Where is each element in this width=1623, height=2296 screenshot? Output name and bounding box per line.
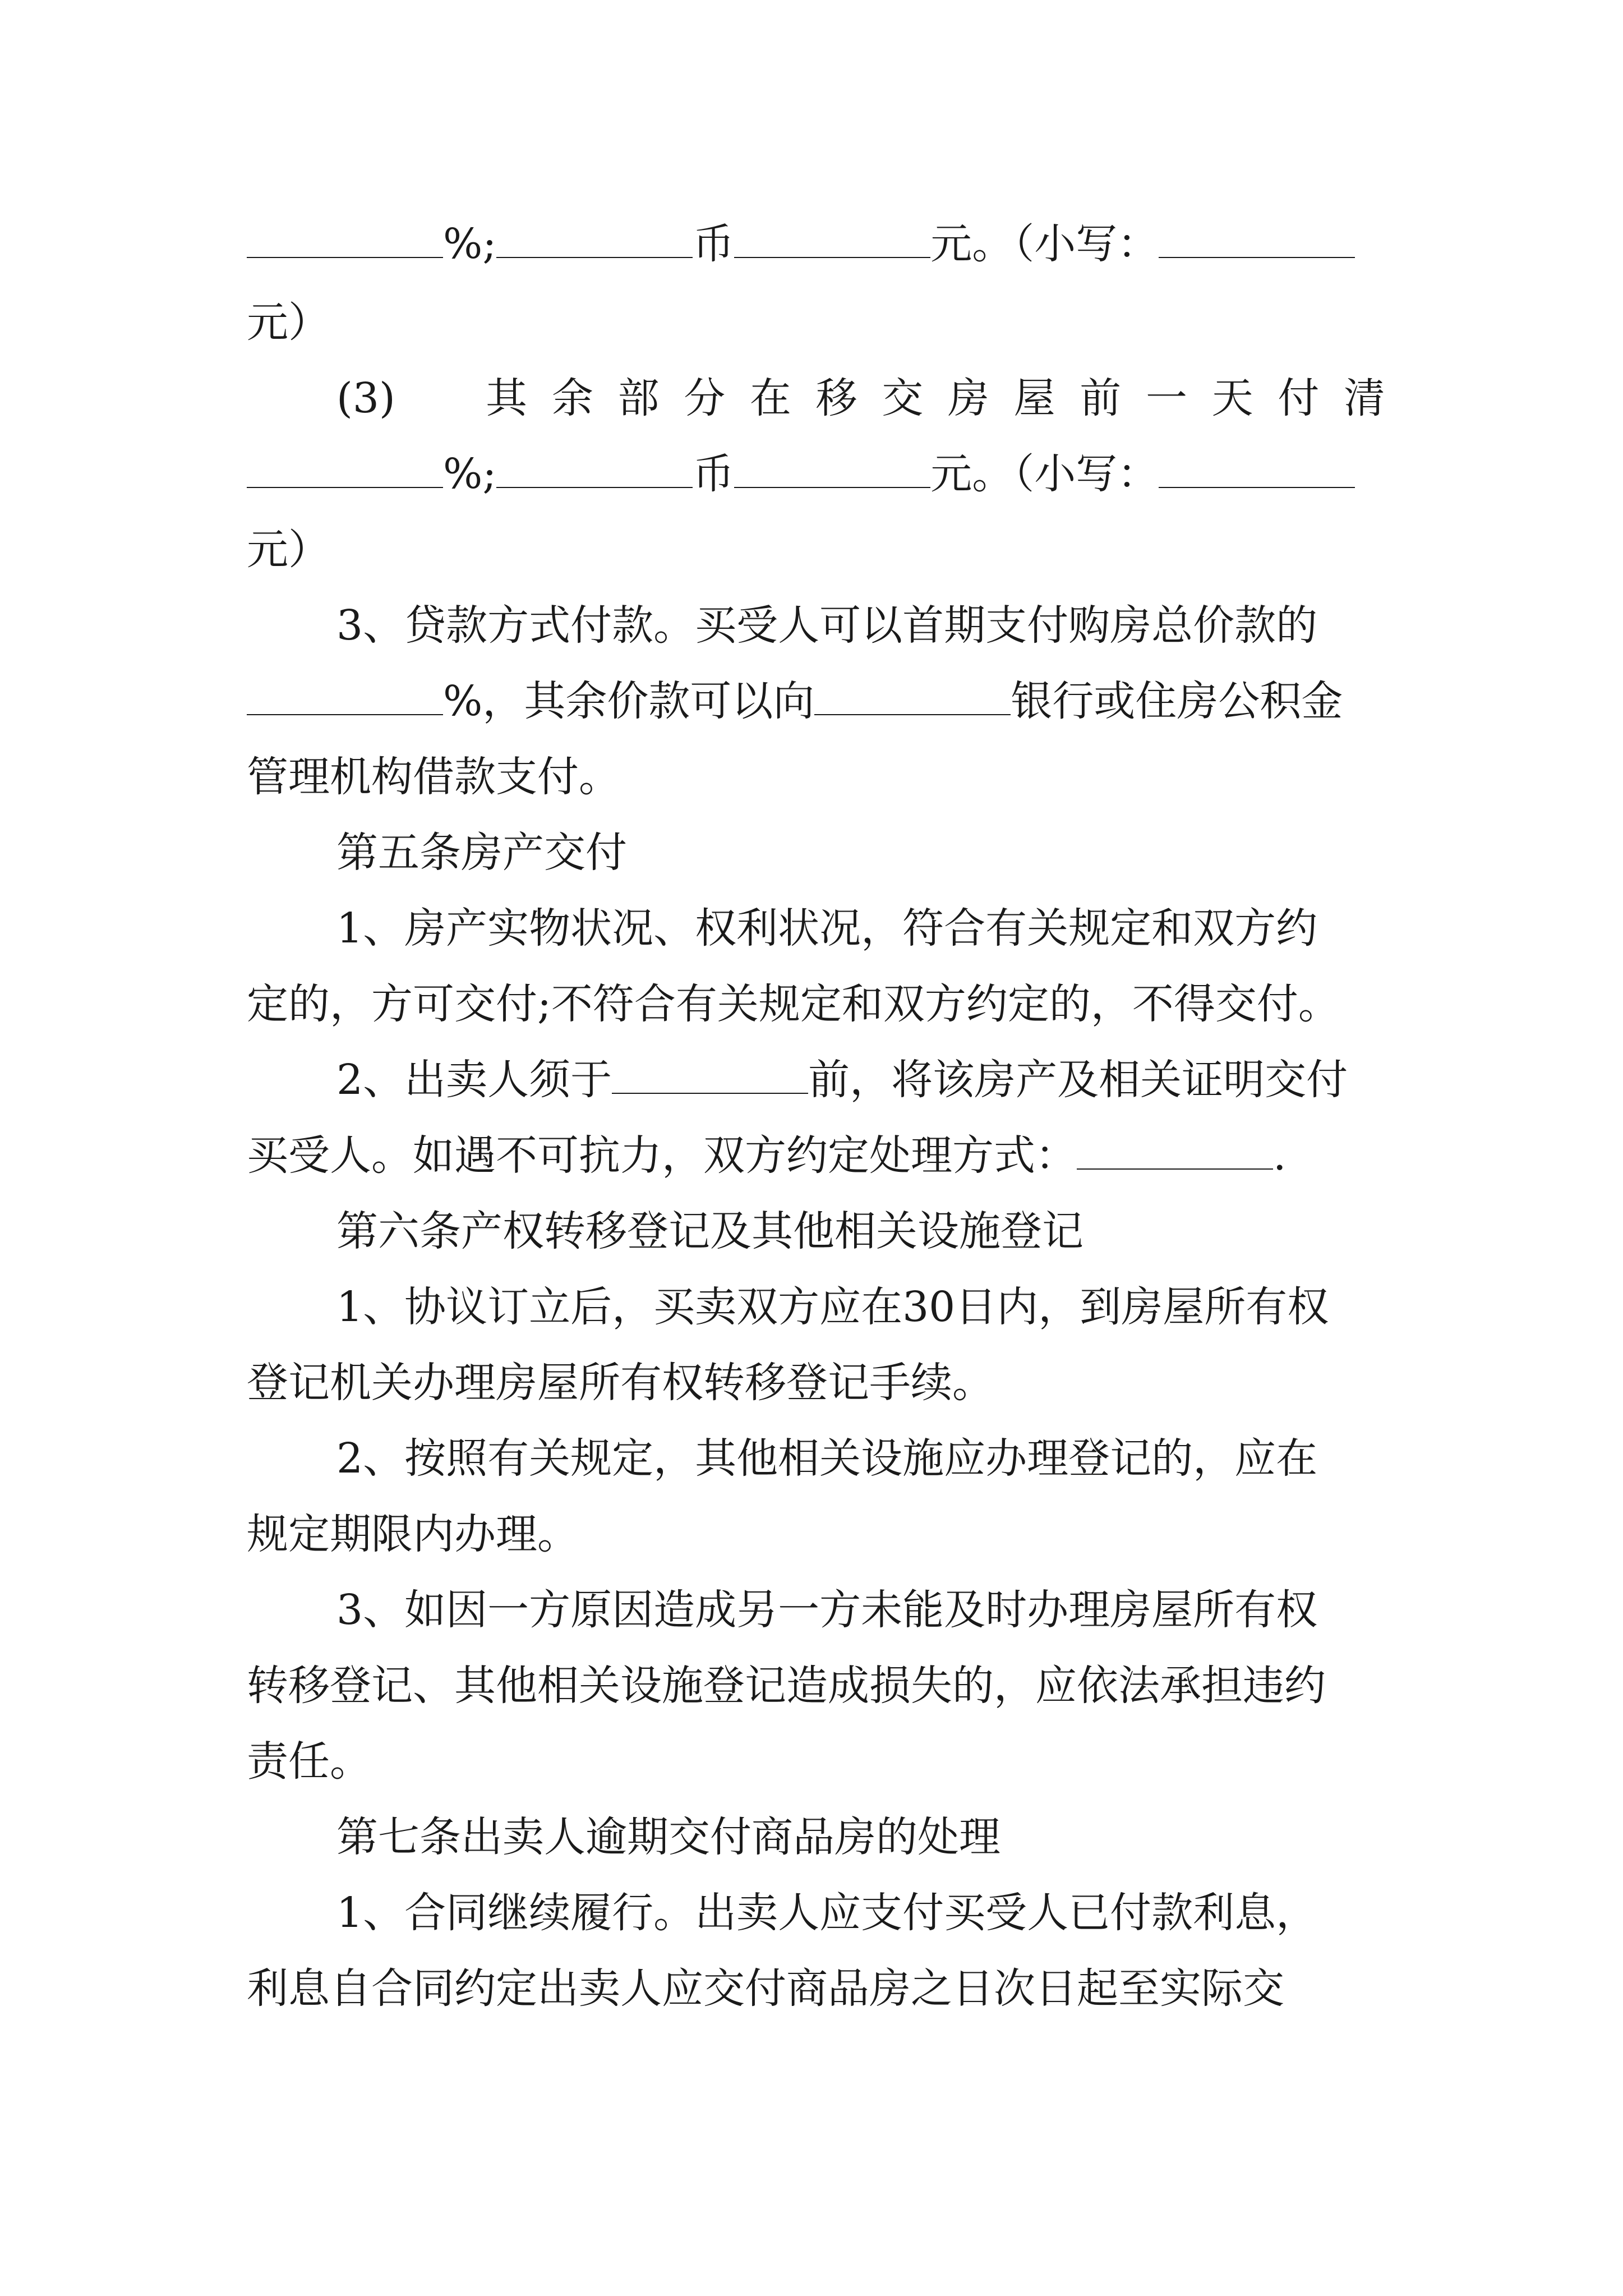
doc-line-8: 管理机构借款支付。 — [247, 753, 620, 801]
doc-line-11: 定的，方可交付;不符合有关规定和双方约定的，不得交付。 — [247, 980, 1340, 1028]
doc-line-5: 元） — [247, 526, 330, 574]
text: 2、出卖人须于 — [336, 1056, 612, 1104]
fill-blank — [612, 1092, 808, 1094]
fill-blank — [734, 486, 930, 488]
doc-line-24: 利息自合同约定出卖人应交付商品房之日次日起至实际交 — [247, 1964, 1284, 2013]
doc-line-18: 规定期限内办理。 — [247, 1510, 579, 1558]
fill-blank — [734, 256, 930, 258]
doc-line-19: 3、如因一方原因造成另一方未能及时办理房屋所有权 — [336, 1586, 1318, 1634]
doc-line-2: 元） — [247, 298, 330, 347]
text: 买受人。如遇不可抗力，双方约定处理方式： — [247, 1131, 1077, 1180]
doc-line-15: 1、协议订立后，买卖双方应在30日内，到房屋所有权 — [336, 1283, 1329, 1331]
fill-blank — [1159, 256, 1355, 258]
doc-line-12 — [336, 1049, 1385, 1111]
doc-line-1 — [247, 213, 1385, 275]
text: 币 — [693, 450, 735, 498]
fill-blank — [496, 256, 693, 258]
doc-line-10: 1、房产实物状况、权利状况，符合有关规定和双方约 — [336, 904, 1318, 953]
fill-blank — [247, 714, 443, 715]
text: . — [1273, 1131, 1287, 1180]
section-heading-7: 第七条出卖人逾期交付商品房的处理 — [336, 1813, 1000, 1861]
text: 前，将该房产及相关证明交付 — [808, 1056, 1348, 1104]
fill-blank — [814, 714, 1011, 715]
fill-blank — [1077, 1168, 1273, 1170]
text: 元。（小写： — [930, 220, 1159, 268]
text: 币 — [693, 220, 735, 268]
doc-line-3: (3) 其余部分在移交房屋前一天付清 — [336, 374, 1385, 422]
fill-blank — [247, 256, 443, 258]
doc-line-23: 1、合同继续履行。出卖人应支付买受人已付款利息， — [336, 1889, 1318, 1937]
fill-blank — [496, 486, 693, 488]
doc-line-16: 登记机关办理房屋所有权转移登记手续。 — [247, 1359, 994, 1407]
doc-line-20: 转移登记、其他相关设施登记造成损失的，应依法承担违约 — [247, 1662, 1326, 1710]
doc-line-13 — [247, 1125, 1385, 1186]
doc-line-7 — [247, 670, 1385, 732]
fill-blank — [1159, 486, 1355, 488]
fill-blank — [247, 486, 443, 488]
text: %，其余价款可以向 — [443, 677, 815, 725]
doc-line-21: 责任。 — [247, 1737, 371, 1786]
doc-line-17: 2、按照有关规定，其他相关设施应办理登记的，应在 — [336, 1434, 1318, 1483]
text: %; — [443, 220, 497, 268]
doc-line-6: 3、贷款方式付款。买受人可以首期支付购房总价款的 — [336, 601, 1318, 650]
section-heading-6: 第六条产权转移登记及其他相关设施登记 — [336, 1207, 1083, 1255]
text: %; — [443, 450, 497, 498]
text: 银行或住房公积金 — [1011, 677, 1343, 725]
text: 元。（小写： — [930, 450, 1159, 498]
doc-line-4 — [247, 443, 1385, 505]
section-heading-5: 第五条房产交付 — [336, 829, 627, 877]
